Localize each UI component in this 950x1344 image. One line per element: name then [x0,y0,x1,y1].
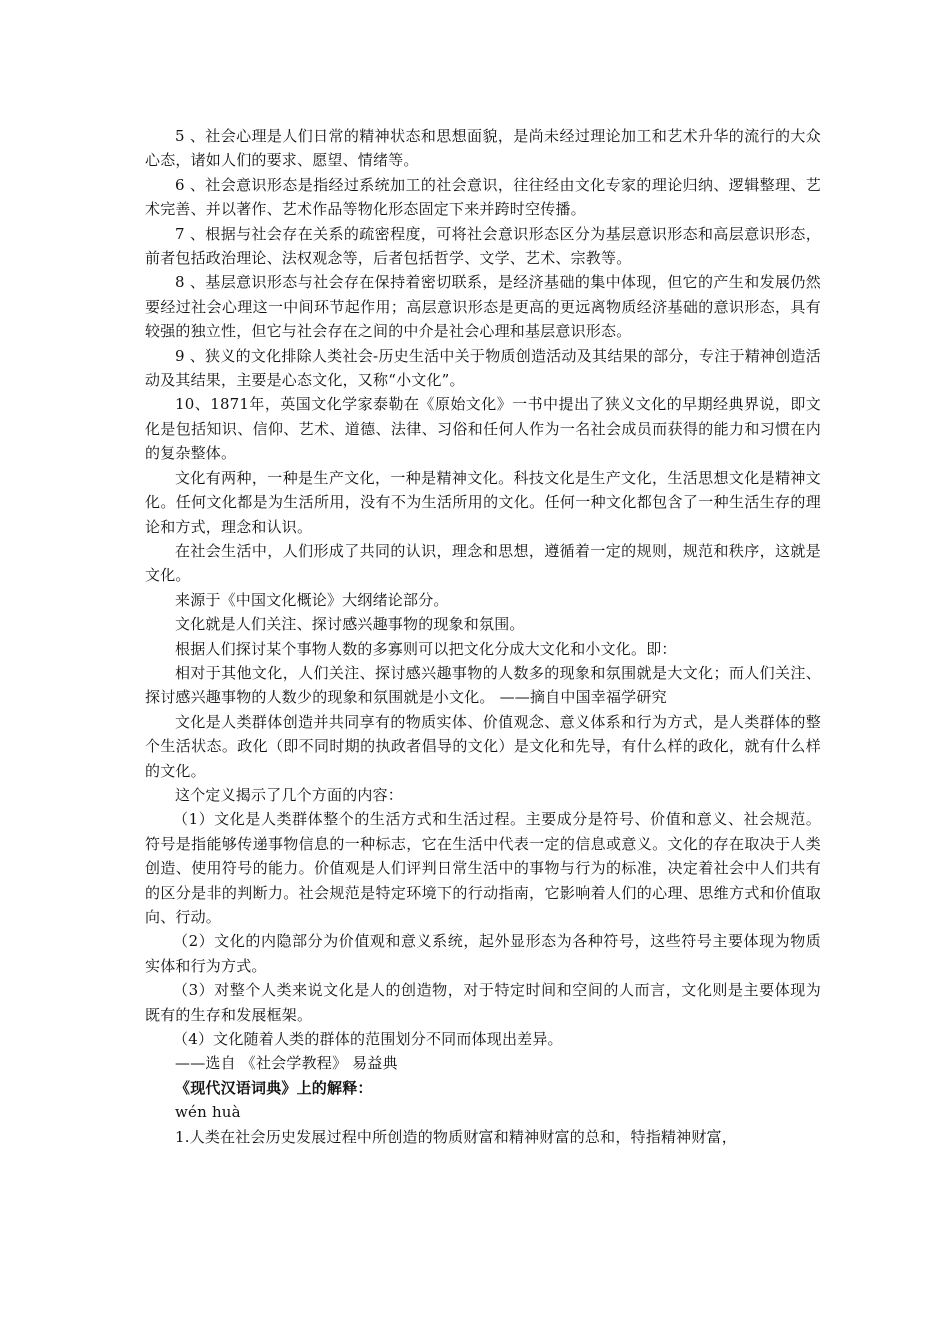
paragraph-happiness-research: 相对于其他文化，人们关注、探讨感兴趣事物的人数多的现象和氛围就是大文化；而人们关注、探讨感兴趣事物的人数少的现象和氛围就是小文化。 ——摘自中国幸福学研究 [145,663,821,707]
paragraph-two-cultures: 文化有两种，一种是生产文化，一种是精神文化。科技文化是生产文化，生活思想文化是精神文化。任何文化都是为生活所用，没有不为生活所用的文化。任何一种文化都包含了一种生活生存的理论和方式，理念和认识。 [145,468,821,536]
list-item-2: （2）文化的内隐部分为价值观和意义系统，起外显形态为各种符号，这些符号主要体现为物质实体和行为方式。 [145,932,821,975]
list-item-4: （4）文化随着人类的群体的范围划分不同而体现出差异。 [173,1030,563,1049]
paragraph-10: 10、1871年，英国文化学家泰勒在《原始文化》一书中提出了狭义文化的早期经典界说，即文化是包括知识、信仰、艺术、道德、法律、习俗和任何人作为一名社会成员而获得的能力和习惯在内的复杂整体。 [145,395,821,463]
paragraph-group-culture: 文化是人类群体创造并共同享有的物质实体、价值观念、意义体系和行为方式，是人类群体的整个生活状态。政化（即不同时期的执政者倡导的文化）是文化和先导，有什么样的政化，就有什么样的文化。 [145,712,821,780]
paragraph-8: 8 、基层意识形态与社会存在保持着密切联系，是经济基础的集中体现，但它的产生和发展仍然要经过社会心理这一中间环节起作用；高层意识形态是更高的更远离物质经济基础的意识形态，具有较强的独立性，但它与社会存在之间的中介是社会心理和基层意识形态。 [145,273,821,341]
paragraph-7: 7 、根据与社会存在关系的疏密程度，可将社会意识形态区分为基层意识形态和高层意识形态，前者包括政治理论、法权观念等，后者包括哲学、文学、艺术、宗教等。 [145,224,821,268]
paragraph-culture-definition: 文化就是人们关注、探讨感兴趣事物的现象和氛围。 [175,615,525,634]
paragraph-big-small-culture: 根据人们探讨某个事物人数的多寡则可以把文化分成大文化和小文化。即： [175,639,677,658]
pinyin: wén huà [175,1103,241,1122]
citation: ——选自 《社会学教程》 易益典 [175,1054,398,1073]
paragraph-definition-intro: 这个定义揭示了几个方面的内容： [175,785,404,804]
paragraph-5: 5 、社会心理是人们日常的精神状态和思想面貌，是尚未经过理论加工和艺术升华的流行的大众心态，诸如人们的要求、愿望、情绪等。 [145,127,821,170]
paragraph-6: 6 、社会意识形态是指经过系统加工的社会意识，往往经由文化专家的理论归纳、逻辑整理、艺术完善、并以著作、艺术作品等物化形态固定下来并跨时空传播。 [145,175,821,219]
document-body [145,124,821,1149]
list-item-3: （3）对整个人类来说文化是人的创造物，对于特定时间和空间的人而言，文化则是主要体现为既有的生存和发展框架。 [145,981,821,1024]
list-item-1: （1）文化是人类群体整个的生活方式和生活过程。主要成分是符号、价值和意义、社会规范。符号是指能够传递事物信息的一种标志，它在生活中代表一定的信息或意义。文化的存在取决于人类创造、使用符号的能力。价值观是人们评判日常生活中的事物与行为的标准，决定着社会中人们共有的区分是非的判断力。社会规范是特定环境下的行动指南，它影响着人们的心理、思维方式和价值取向、行动。 [145,810,821,926]
dictionary-heading: 《现代汉语词典》上的解释： [175,1078,373,1097]
paragraph-social-life: 在社会生活中，人们形成了共同的认识，理念和思想，遵循着一定的规则，规范和秩序，这就是文化。 [145,541,821,585]
dictionary-definition-1: 1.人类在社会历史发展过程中所创造的物质财富和精神财富的总和，特指精神财富， [175,1127,737,1146]
paragraph-9: 9 、狭义的文化排除人类社会-历史生活中关于物质创造活动及其结果的部分，专注于精神创造活动及其结果，主要是心态文化，又称“小文化”。 [145,346,821,390]
paragraph-source-outline: 来源于《中国文化概论》大纲绪论部分。 [175,590,449,609]
